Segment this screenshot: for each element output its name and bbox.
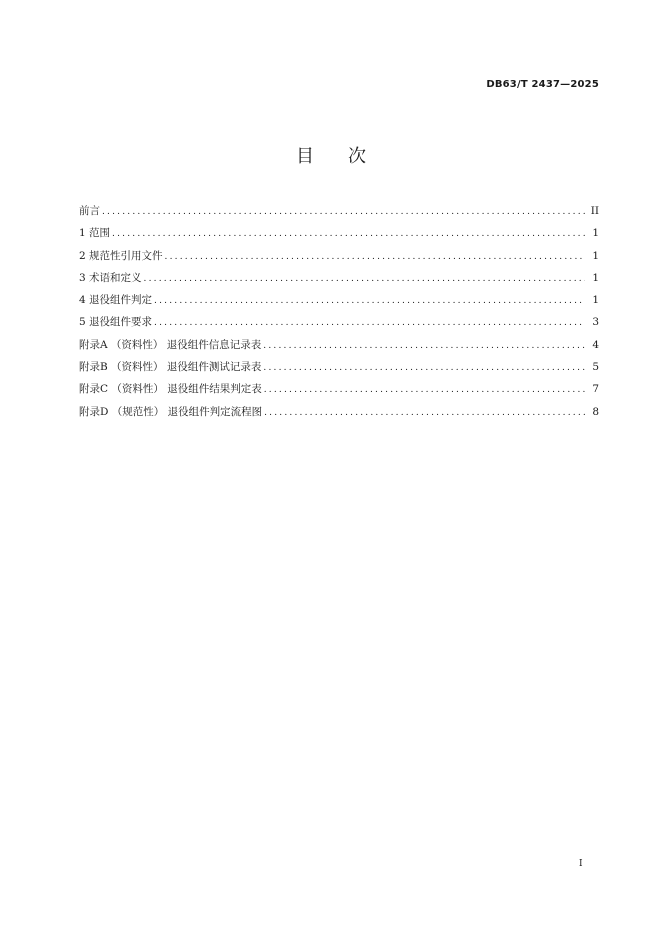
toc-leader-dots bbox=[154, 312, 585, 334]
table-of-contents bbox=[79, 200, 599, 423]
toc-entry-label: 1 范围 bbox=[79, 227, 111, 240]
toc-entry[interactable] bbox=[79, 401, 599, 423]
toc-leader-dots bbox=[264, 379, 585, 401]
toc-entry[interactable] bbox=[79, 356, 599, 378]
toc-leader-dots bbox=[112, 223, 585, 245]
toc-entry[interactable] bbox=[79, 378, 599, 400]
toc-entry-label: 4 退役组件判定 bbox=[79, 294, 153, 307]
toc-entry-page: 5 bbox=[592, 361, 599, 374]
toc-entry-label: 附录B （资料性） 退役组件测试记录表 bbox=[79, 361, 262, 374]
toc-entry-page: II bbox=[590, 205, 599, 217]
toc-entry[interactable] bbox=[79, 334, 599, 356]
toc-leader-dots bbox=[263, 335, 585, 357]
toc-entry-label: 附录A （资料性） 退役组件信息记录表 bbox=[79, 338, 262, 351]
toc-entry-label: 附录C （资料性） 退役组件结果判定表 bbox=[79, 383, 262, 396]
toc-entry-label: 5 退役组件要求 bbox=[79, 316, 153, 329]
toc-entry-page: 1 bbox=[592, 249, 599, 262]
toc-entry-page: 1 bbox=[592, 294, 599, 307]
toc-entry-label: 附录D （规范性） 退役组件判定流程图 bbox=[79, 405, 263, 418]
toc-leader-dots bbox=[264, 402, 585, 424]
toc-entry-page: 3 bbox=[592, 316, 599, 329]
toc-entry[interactable] bbox=[79, 245, 599, 267]
page-number: I bbox=[579, 859, 583, 869]
toc-entry-page: 4 bbox=[592, 338, 599, 351]
page-title: 目次 bbox=[296, 146, 400, 167]
toc-leader-dots bbox=[154, 290, 585, 312]
toc-leader-dots bbox=[165, 246, 585, 268]
toc-entry[interactable] bbox=[79, 267, 599, 289]
toc-entry-label: 前言 bbox=[79, 205, 100, 217]
toc-entry-label: 3 术语和定义 bbox=[79, 271, 142, 284]
toc-leader-dots bbox=[263, 357, 585, 379]
toc-entry-page: 1 bbox=[592, 227, 599, 240]
toc-entry-page: 1 bbox=[592, 271, 599, 284]
toc-leader-dots bbox=[102, 201, 585, 223]
toc-entry[interactable] bbox=[79, 289, 599, 311]
toc-entry[interactable] bbox=[79, 222, 599, 244]
document-code: DB63/T 2437—2025 bbox=[486, 79, 599, 90]
toc-leader-dots bbox=[144, 268, 585, 290]
toc-entry[interactable] bbox=[79, 200, 599, 222]
toc-entry-label: 2 规范性引用文件 bbox=[79, 249, 163, 262]
toc-entry[interactable] bbox=[79, 311, 599, 333]
toc-entry-page: 8 bbox=[592, 405, 599, 418]
toc-entry-page: 7 bbox=[592, 383, 599, 396]
